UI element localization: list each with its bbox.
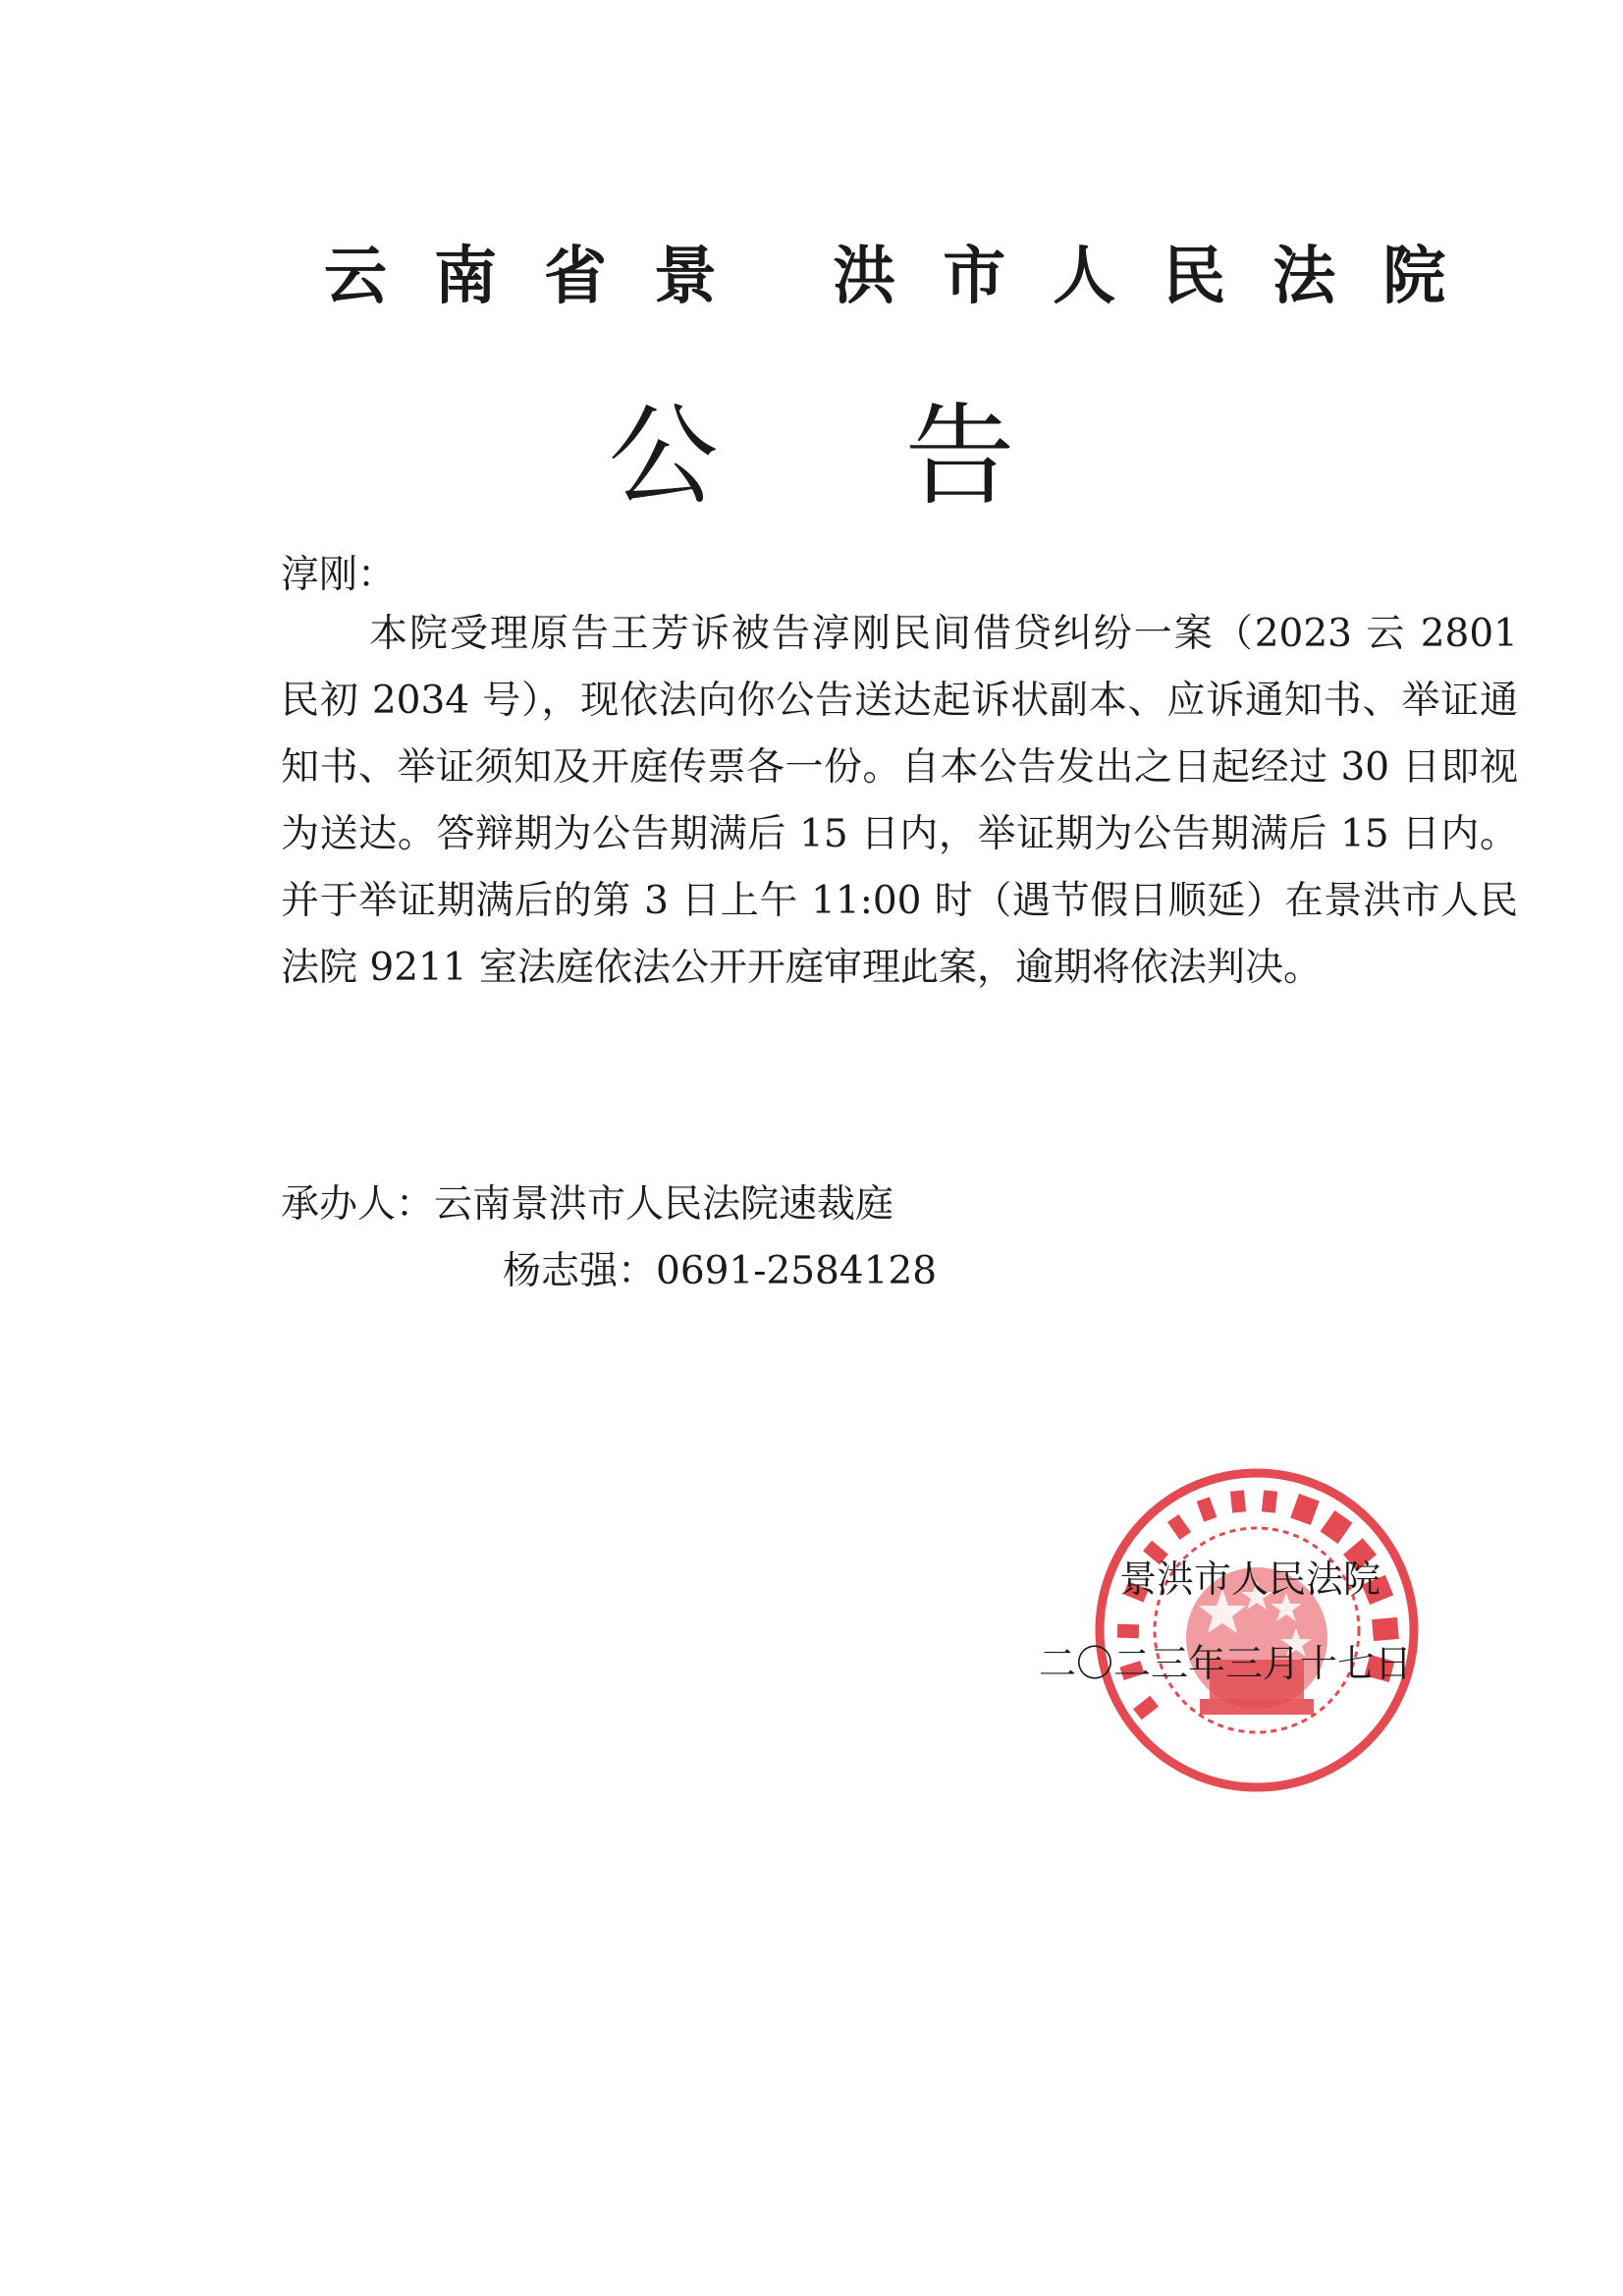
notice-body: 本院受理原告王芳诉被告淳刚民间借贷纠纷一案（2023 云 2801 民初 2034 号），现依法向你公告送达起诉状副本、应诉通知书、举证通知书、举证须知及开庭传票各一份。自本公告发出之日起经过 30 日即视为送达。答辩期为公告期满后 15 日内，举证期为公告期满后 15 日内。并于举证期满后的第 3 日上午 11:00 时（遇节假日顺延）在景洪市人民法院 9211 室法庭依法公开开庭审理此案，逾期将依法判决。	[281, 612, 1518, 990]
addressee: 淳刚：	[281, 553, 397, 597]
handler-line: 承办人：云南景洪市人民法院速裁庭	[281, 1182, 894, 1227]
contact-line: 杨志强：0691-2584128	[503, 1249, 938, 1293]
signing-court: 景洪市人民法院	[1119, 1558, 1381, 1601]
court-seal-icon	[1090, 1463, 1424, 1797]
court-name-heading: 云南省景 洪市人民法院	[324, 241, 1493, 313]
notice-title: 公告	[608, 393, 1202, 520]
signing-date: 二〇二三年三月十七日	[1039, 1642, 1413, 1685]
